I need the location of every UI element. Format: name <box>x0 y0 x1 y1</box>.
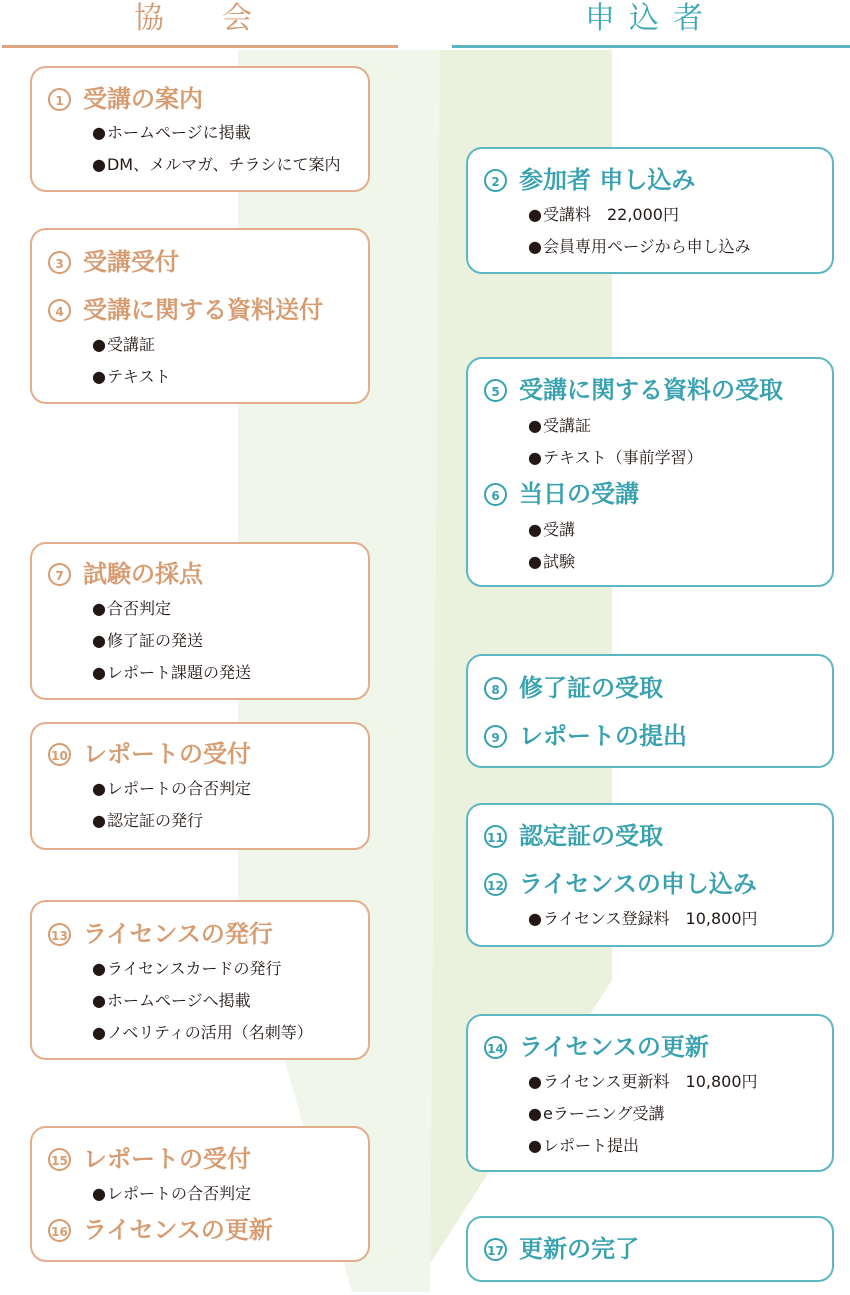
step-title <box>48 1144 251 1174</box>
step-number-badge: 8 <box>484 677 507 700</box>
step-bullet: ● 受講証 <box>528 415 591 437</box>
step-title <box>484 1234 639 1264</box>
step-number-badge: 4 <box>48 299 71 322</box>
step-title-text: レポートの提出 <box>519 722 687 750</box>
step-title-text: ライセンスの更新 <box>83 1216 273 1244</box>
step-title <box>484 721 687 751</box>
step-title-text: 試験の採点 <box>83 560 203 588</box>
step-number-badge: 16 <box>48 1219 71 1242</box>
step-box-registration <box>30 228 370 404</box>
step-title <box>484 479 639 509</box>
step-bullet: ● 認定証の発行 <box>92 810 203 832</box>
step-bullet: ● レポート課題の発送 <box>92 662 251 684</box>
step-title-text: 認定証の受取 <box>519 822 663 850</box>
step-number-badge: 5 <box>484 379 507 402</box>
step-box-certificate-and-report <box>466 654 834 768</box>
step-bullet: ● 修了証の発送 <box>92 630 203 652</box>
step-bullet: ● ライセンス登録料 10,800円 <box>528 908 758 930</box>
step-title <box>48 1215 273 1245</box>
step-title <box>484 821 663 851</box>
step-box-license-issue <box>30 900 370 1060</box>
step-number-badge: 2 <box>484 169 507 192</box>
step-number-badge: 1 <box>48 88 71 111</box>
step-bullet: ● ホームページに掲載 <box>92 122 251 144</box>
association-header-divider <box>2 45 398 48</box>
step-title-text: 受講に関する資料送付 <box>83 296 323 324</box>
step-bullet: ● 試験 <box>528 551 575 573</box>
step-title <box>484 165 695 195</box>
step-box-report-receipt <box>30 722 370 850</box>
step-box-materials-and-attendance <box>466 357 834 587</box>
step-title-text: レポートの受付 <box>83 740 251 768</box>
step-title <box>48 559 203 589</box>
step-title-text: ライセンスの発行 <box>83 920 273 948</box>
association-column-header: 協 会 <box>134 1 266 36</box>
step-bullet: ● eラーニング受講 <box>528 1103 665 1125</box>
step-bullet: ● ホームページへ掲載 <box>92 990 251 1012</box>
step-title <box>48 919 273 949</box>
step-number-badge: 7 <box>48 563 71 586</box>
step-title-text: 受講に関する資料の受取 <box>519 376 783 404</box>
step-title-text: 更新の完了 <box>519 1235 639 1263</box>
step-bullet: ● レポートの合否判定 <box>92 778 251 800</box>
step-bullet: ● 会員専用ページから申し込み <box>528 236 751 258</box>
step-bullet: ● 合否判定 <box>92 598 171 620</box>
step-title <box>48 739 251 769</box>
step-title <box>48 84 203 114</box>
applicant-header-divider <box>452 45 850 48</box>
step-box-exam-grading <box>30 542 370 700</box>
step-bullet: ● ライセンスカードの発行 <box>92 958 282 980</box>
step-title-text: 修了証の受取 <box>519 674 663 702</box>
step-box-license-application <box>466 803 834 947</box>
step-bullet: ● レポート提出 <box>528 1135 639 1157</box>
step-number-badge: 13 <box>48 923 71 946</box>
step-bullet: ● 受講料 22,000円 <box>528 204 679 226</box>
step-number-badge: 12 <box>484 873 507 896</box>
step-box-license-renewal <box>30 1126 370 1262</box>
step-title <box>484 869 757 899</box>
step-bullet: ● レポートの合否判定 <box>92 1183 251 1205</box>
step-box-application <box>466 147 834 274</box>
step-number-badge: 14 <box>484 1036 507 1059</box>
step-bullet: ● 受講証 <box>92 334 155 356</box>
step-title-text: 受講の案内 <box>83 85 203 113</box>
step-bullet: ● DM、メルマガ、チラシにて案内 <box>92 154 340 176</box>
step-box-course-guide <box>30 66 370 192</box>
step-bullet: ● 受講 <box>528 519 575 541</box>
step-number-badge: 15 <box>48 1148 71 1171</box>
step-bullet: ● ノベリティの活用（名刺等） <box>92 1022 313 1044</box>
step-title-text: 参加者 申し込み <box>519 166 696 194</box>
step-title-text: ライセンスの申し込み <box>519 870 757 898</box>
step-title-text: ライセンスの更新 <box>519 1033 709 1061</box>
step-title-text: 受講受付 <box>83 248 179 276</box>
applicant-column-header: 申込者 <box>585 1 717 36</box>
step-title <box>484 375 783 405</box>
step-bullet: ● テキスト（事前学習） <box>528 447 703 469</box>
step-title-text: レポートの受付 <box>83 1145 251 1173</box>
step-bullet: ● ライセンス更新料 10,800円 <box>528 1071 758 1093</box>
step-number-badge: 10 <box>48 743 71 766</box>
step-number-badge: 3 <box>48 251 71 274</box>
step-bullet: ● テキスト <box>92 366 171 388</box>
step-box-renewal-complete <box>466 1216 834 1282</box>
step-box-license-renewal-applicant <box>466 1014 834 1172</box>
step-title <box>484 1032 709 1062</box>
step-title <box>48 295 323 325</box>
step-number-badge: 11 <box>484 825 507 848</box>
step-number-badge: 9 <box>484 725 507 748</box>
step-number-badge: 17 <box>484 1238 507 1261</box>
step-title <box>484 673 663 703</box>
step-number-badge: 6 <box>484 483 507 506</box>
step-title <box>48 247 179 277</box>
step-title-text: 当日の受講 <box>519 480 639 508</box>
